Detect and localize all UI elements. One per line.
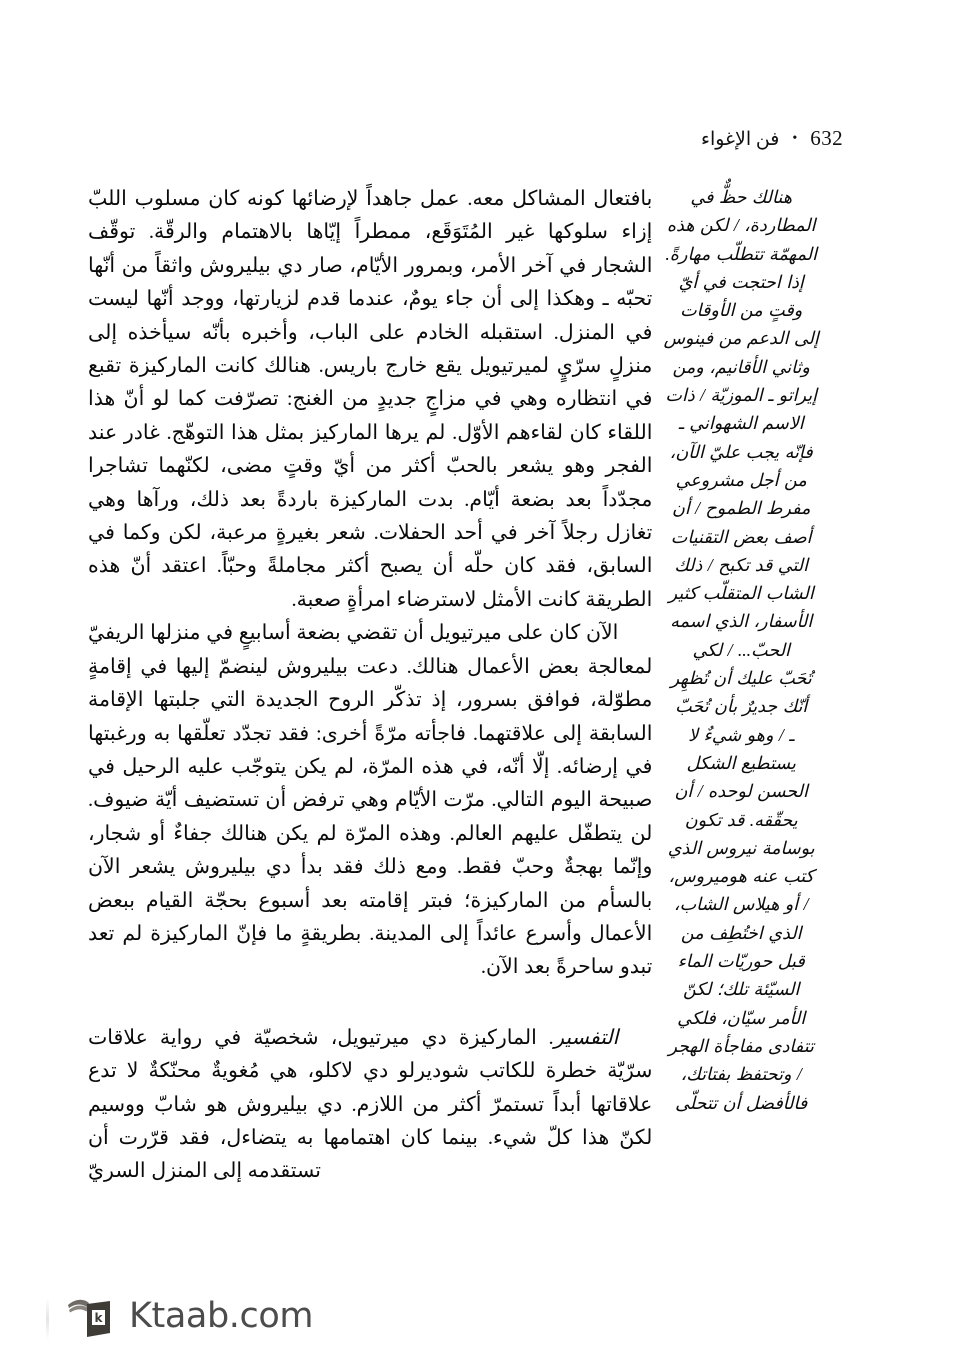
marginal-note-line: الأسفار، الذي اسمه <box>670 611 813 632</box>
marginal-note-line: تُحَبّ عليك أن تُظهِر <box>670 668 812 689</box>
marginal-note-line: وقتٍ من الأوقات <box>680 300 803 321</box>
book-title: فن الإغواء <box>701 129 780 150</box>
marginal-note-line: المهمّة تتطلّب مهارةً. <box>665 243 818 264</box>
marginal-note-line: الاسم الشهواني ـ <box>678 413 804 434</box>
marginal-note-line: أنّك جديرٌ بأن تُحَبّ <box>675 696 808 717</box>
site-watermark <box>62 1288 313 1344</box>
marginal-note-line: الحبّ... / لكي <box>692 639 790 660</box>
marginal-note-line: بوسامة نيروس الذي <box>667 837 815 858</box>
marginal-note-line: يحقّقه. قد تكون <box>684 809 798 830</box>
marginal-note-line: / وتحتفظ بفتاتك، <box>680 1064 802 1085</box>
marginal-note-line: فالأفضل أن تتحلّى <box>675 1092 808 1113</box>
marginal-note-line: من أجل مشروعي <box>675 469 807 490</box>
body-paragraph: الآن كان على ميرتيويل أن تقضي بضعة أسابيعٍ في منزلها الريفيّ لمعالجة بعض الأعمال هنالك. دعت بيليروش لينضمّ إليها في إقامةٍ مطوّلة، فوافق بسرور، إذ تذكّر الروح الجديدة التي جلبتها الإقامة السابقة إلى علاقتهما. فاجأته مرّةً أخرى: فقد تجدّد تعلّقها به ورغبتها في إرضائه. إلّا أنّه، في هذه المرّة، لم يكن يتوجّب عليه الرحيل في صبيحة اليوم التالي. مرّت الأيّام وهي ترفض أن تستضيف أيّة ضيوف. لن يتطفّل عليهم العالم. وهذه المرّة لم يكن هنالك جفاءٌ أو شجار، وإنّما بهجةٌ وحبّ فقط. ومع ذلك فقد بدأ دي بيليروش يشعر الآن بالسأم من الماركيزة؛ فبتر إقامته بعد أسبوع بحجّة القيام ببعض الأعمال وأسرع عائداً إلى المدينة. بطريقةٍ ما فإنّ الماركيزة لم تعد تبدو ساحرةً بعد الآن. <box>88 622 653 979</box>
page-number: 632 <box>810 126 843 150</box>
marginal-note-line: المطاردة، / لكن هذه <box>666 215 816 236</box>
commentary-body: الماركيزة دي ميرتيويل، شخصيّة في رواية علاقات سرّيّة خطرة للكاتب شوديرلو دي لاكلو، هي مُغويةٌ محنّكةٌ لا تدع علاقاتها أبداً تستمرّ أكثر من اللازم. دي بيليروش هو شابّ ووسيم لكنّ هذا كلّ شيء. بينما كان اهتمامها به يتضاءل، فقد قرّرت أن تستقدمه إلى المنزل السريّ <box>88 1026 653 1183</box>
marginal-note-line: تتفادى مفاجأة الهجر <box>668 1035 814 1056</box>
marginal-note-line: إيراتو ـ الموزيّة / ذات <box>665 385 817 406</box>
main-text-column <box>88 183 652 1189</box>
marginal-note-line: / أو هيلاس الشاب، <box>673 894 809 915</box>
marginal-note-line: إلى الدعم من فينوس <box>663 328 819 349</box>
marginal-note-line: السيّئة تلك؛ لكنّ <box>682 979 800 1000</box>
scan-artifact <box>46 1298 49 1340</box>
marginal-note-line: الذي اختُطِف من <box>680 922 802 943</box>
commentary-paragraph <box>88 1022 652 1189</box>
bullet-separator-icon: • <box>792 131 798 146</box>
marginal-note-line: كتب عنه هوميروس، <box>668 866 814 887</box>
marginal-note-line: ـ / وهو شيءٌ لا <box>688 724 795 745</box>
marginal-note-line: فإنّه يجب عليّ الآن، <box>669 441 813 462</box>
marginal-note-line: الشاب المتقلّب كثير <box>668 583 814 604</box>
page-content <box>88 183 843 1193</box>
marginal-note-line: الحسن لوحده / أن <box>674 781 808 802</box>
marginal-note-line: هنالك حظٌّ في <box>690 187 792 207</box>
book-icon <box>62 1288 118 1344</box>
marginal-note <box>652 183 830 1117</box>
marginal-note-line: وثاني الأقانيم، ومن <box>672 356 810 377</box>
marginal-note-line: يستطيع الشكل <box>686 752 796 773</box>
commentary-label: التفسير. <box>548 1026 619 1049</box>
site-name: Ktaab.com <box>129 1295 314 1336</box>
svg-text:k: k <box>94 1311 103 1326</box>
marginal-note-line: الأمر سيّان، فلكي <box>677 1007 806 1028</box>
marginal-note-line: إذا احتجت في أيّ <box>678 271 804 292</box>
marginal-note-line: التي قد تكبح / ذلك <box>674 554 809 575</box>
body-paragraph: بافتعال المشاكل معه. عمل جاهداً لإرضائها كونه كان مسلوب اللبّ إزاء سلوكها غير المُتَوَقَع، ممطراً إيّاها بالاهتمام والرقّة. توقّف الشجار في آخر الأمر، وبمرور الأيّام، صار دي بيليروش واثقاً من أنّها تحبّه ـ وهكذا إلى أن جاء يومٌ، عندما قدم لزيارتها، ووجد أنّها ليست في المنزل. استقبله الخادم على الباب، وأخبره بأنّه سيأخذه إلى منزلٍ سرّيٍ لميرتيويل يقع خارج باريس. هنالك كانت الماركيزة تقبع في انتظاره وهي في مزاجٍ جديدٍ من الغنج: تصرّفت كما لو أنّ هذا اللقاء كان لقاءهم الأوّل. لم يرها الماركيز بمثل هذا التوهّج. غادر عند الفجر وهو يشعر بالحبّ أكثر من أيّ وقتٍ مضى، لكنّهما تشاجرا مجدّداً بعد بضعة أيّام. بدت الماركيزة باردةً بعد ذلك، ورآها وهي تغازل رجلاً آخر في أحد الحفلات. شعر بغيرةٍ مرعبة، لكن وكما في السابق، فقد كان حلّه أن يصبح أكثر مجاملةً وحبّاً. اعتقد أنّ هذه الطريقة كانت الأمثل لاسترضاء امرأةٍ صعبة. <box>88 188 653 611</box>
running-header <box>112 126 843 154</box>
marginal-note-line: أصف بعض التقنيات <box>670 526 812 547</box>
marginal-note-line: قبل حوريّات الماء <box>677 951 805 972</box>
marginal-note-line: مفرط الطموح / أن <box>671 498 811 519</box>
